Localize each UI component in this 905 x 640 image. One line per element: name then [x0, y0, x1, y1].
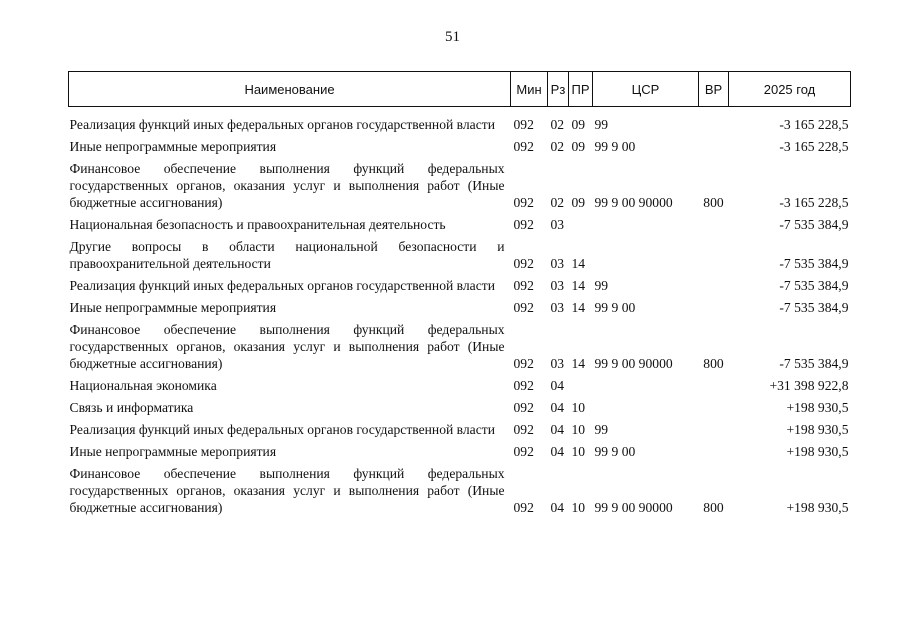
table-row [69, 318, 851, 374]
row-name: Иные непрограммные мероприятия [69, 139, 277, 154]
row-min: 092 [513, 256, 534, 271]
table-row [69, 418, 851, 440]
row-csr [593, 213, 699, 235]
row-csr: 99 9 00 [594, 139, 636, 154]
table-row [69, 135, 851, 157]
row-rz: 03 [550, 278, 565, 293]
row-name: Финансовое обеспечение выполнения функций федеральных государственных органов, оказания услуг и выполнения работ (Иные бюджетные ассигнования) [69, 322, 505, 371]
row-name: Реализация функций иных федеральных органов государственной власти [69, 117, 495, 132]
row-name: Финансовое обеспечение выполнения функций федеральных государственных органов, оказания услуг и выполнения работ (Иные бюджетные ассигнования) [69, 161, 505, 210]
row-name: Иные непрограммные мероприятия [69, 444, 277, 459]
row-min: 092 [513, 300, 534, 315]
row-min: 092 [513, 217, 534, 232]
row-rz: 04 [550, 444, 565, 459]
table-row [69, 462, 851, 518]
table-row [69, 213, 851, 235]
row-vr: 800 [703, 356, 724, 371]
header-name: Наименование [69, 72, 511, 107]
row-pr: 14 [571, 256, 586, 271]
row-vr [699, 396, 729, 418]
table-row [69, 157, 851, 213]
row-pr: 09 [571, 139, 586, 154]
table-row [69, 235, 851, 274]
row-rz: 03 [550, 217, 565, 232]
row-csr: 99 [594, 422, 609, 437]
row-vr [699, 440, 729, 462]
row-vr [699, 418, 729, 440]
row-min: 092 [513, 378, 534, 393]
table-row [69, 296, 851, 318]
row-rz: 03 [550, 356, 565, 371]
row-min: 092 [513, 400, 534, 415]
row-csr: 99 9 00 [594, 300, 636, 315]
header-year: 2025 год [729, 72, 851, 107]
table-row [69, 374, 851, 396]
row-csr [593, 374, 699, 396]
table-row [69, 396, 851, 418]
row-vr: 800 [703, 195, 724, 210]
row-name: Связь и информатика [69, 400, 194, 415]
row-min: 092 [513, 195, 534, 210]
table-row [69, 113, 851, 135]
row-pr: 14 [571, 356, 586, 371]
header-pr: ПР [569, 72, 593, 107]
row-amount: -7 535 384,9 [779, 256, 849, 271]
row-csr: 99 9 00 [594, 444, 636, 459]
row-csr [593, 396, 699, 418]
row-amount: -3 165 228,5 [779, 139, 849, 154]
row-pr: 10 [571, 500, 586, 515]
row-amount: +198 930,5 [786, 422, 849, 437]
row-pr: 10 [571, 400, 586, 415]
row-name: Иные непрограммные мероприятия [69, 300, 277, 315]
row-name: Другие вопросы в области национальной безопасности и правоохранительной деятельности [69, 239, 505, 271]
row-amount: -3 165 228,5 [779, 195, 849, 210]
header-vr: ВР [699, 72, 729, 107]
row-vr [699, 235, 729, 274]
row-amount: -7 535 384,9 [779, 217, 849, 232]
row-amount: -3 165 228,5 [779, 117, 849, 132]
header-rz: Рз [548, 72, 569, 107]
row-csr: 99 9 00 90000 [594, 195, 673, 210]
row-amount: -7 535 384,9 [779, 278, 849, 293]
row-name: Реализация функций иных федеральных органов государственной власти [69, 422, 495, 437]
row-pr: 10 [571, 422, 586, 437]
row-amount: +198 930,5 [786, 444, 849, 459]
row-rz: 02 [550, 195, 565, 210]
row-rz: 03 [550, 300, 565, 315]
row-rz: 04 [550, 422, 565, 437]
row-vr [699, 213, 729, 235]
page-number: 51 [445, 29, 460, 45]
row-csr: 99 9 00 90000 [594, 500, 673, 515]
row-rz: 04 [550, 378, 565, 393]
row-pr: 09 [571, 195, 586, 210]
row-vr [699, 274, 729, 296]
row-min: 092 [513, 422, 534, 437]
row-amount: +31 398 922,8 [769, 378, 849, 393]
row-name: Национальная безопасность и правоохранительная деятельность [69, 217, 446, 232]
row-rz: 02 [550, 117, 565, 132]
row-pr [569, 213, 593, 235]
row-pr: 09 [571, 117, 586, 132]
row-amount: -7 535 384,9 [779, 300, 849, 315]
row-rz: 02 [550, 139, 565, 154]
row-min: 092 [513, 278, 534, 293]
row-csr: 99 9 00 90000 [594, 356, 673, 371]
row-name: Финансовое обеспечение выполнения функций федеральных государственных органов, оказания услуг и выполнения работ (Иные бюджетные ассигнования) [69, 466, 505, 515]
row-name: Национальная экономика [69, 378, 217, 393]
table-row [69, 440, 851, 462]
header-csr: ЦСР [593, 72, 699, 107]
row-vr [699, 296, 729, 318]
table-header-row [69, 72, 851, 107]
row-csr [593, 235, 699, 274]
row-rz: 04 [550, 500, 565, 515]
table-body [69, 107, 851, 519]
row-name: Реализация функций иных федеральных органов государственной власти [69, 278, 495, 293]
row-csr: 99 [594, 278, 609, 293]
row-pr: 14 [571, 300, 586, 315]
table-row [69, 274, 851, 296]
row-pr: 10 [571, 444, 586, 459]
row-min: 092 [513, 139, 534, 154]
row-pr: 14 [571, 278, 586, 293]
row-min: 092 [513, 356, 534, 371]
row-amount: +198 930,5 [786, 400, 849, 415]
row-amount: -7 535 384,9 [779, 356, 849, 371]
row-min: 092 [513, 117, 534, 132]
header-min: Мин [511, 72, 548, 107]
row-rz: 04 [550, 400, 565, 415]
row-vr [699, 135, 729, 157]
row-amount: +198 930,5 [786, 500, 849, 515]
row-rz: 03 [550, 256, 565, 271]
row-vr [699, 374, 729, 396]
row-min: 092 [513, 500, 534, 515]
row-min: 092 [513, 444, 534, 459]
row-pr [569, 374, 593, 396]
row-vr [699, 113, 729, 135]
budget-table [68, 71, 851, 518]
row-vr: 800 [703, 500, 724, 515]
row-csr: 99 [594, 117, 609, 132]
